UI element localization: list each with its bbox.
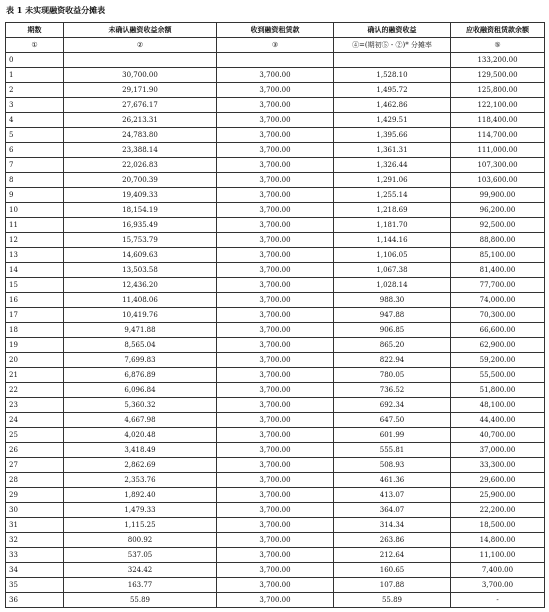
table-row <box>6 293 545 308</box>
receivable-balance-cell: 92,500.00 <box>451 218 545 233</box>
period-cell: 5 <box>6 128 64 143</box>
receivable-balance-cell: 44,400.00 <box>451 413 545 428</box>
recognized-income-cell: 601.99 <box>334 428 451 443</box>
unrecognized-income-balance-cell: 2,862.69 <box>64 458 217 473</box>
unrecognized-income-balance-cell: 4,020.48 <box>64 428 217 443</box>
receivable-balance-cell: 125,800.00 <box>451 83 545 98</box>
lease-payment-cell: 3,700.00 <box>217 68 334 83</box>
table-row <box>6 278 545 293</box>
formula-cell-2: ② <box>64 38 217 53</box>
table-row <box>6 518 545 533</box>
recognized-income-cell: 1,181.70 <box>334 218 451 233</box>
unrecognized-income-balance-cell <box>64 53 217 68</box>
recognized-income-cell: 1,255.14 <box>334 188 451 203</box>
table-row <box>6 323 545 338</box>
unrecognized-income-balance-cell: 800.92 <box>64 533 217 548</box>
receivable-balance-cell: 55,500.00 <box>451 368 545 383</box>
table-row <box>6 353 545 368</box>
unrecognized-income-balance-cell: 30,700.00 <box>64 68 217 83</box>
recognized-income-cell: 1,462.86 <box>334 98 451 113</box>
recognized-income-cell: 865.20 <box>334 338 451 353</box>
recognized-income-cell: 461.36 <box>334 473 451 488</box>
unrecognized-income-balance-cell: 20,700.39 <box>64 173 217 188</box>
lease-payment-cell: 3,700.00 <box>217 398 334 413</box>
formula-cell-3: ③ <box>217 38 334 53</box>
period-cell: 25 <box>6 428 64 443</box>
period-cell: 1 <box>6 68 64 83</box>
table-row <box>6 428 545 443</box>
unrecognized-income-balance-cell: 1,115.25 <box>64 518 217 533</box>
table-row <box>6 443 545 458</box>
recognized-income-cell: 1,067.38 <box>334 263 451 278</box>
receivable-balance-cell: 59,200.00 <box>451 353 545 368</box>
lease-payment-cell: 3,700.00 <box>217 383 334 398</box>
receivable-balance-cell: 70,300.00 <box>451 308 545 323</box>
unrecognized-income-balance-cell: 8,565.04 <box>64 338 217 353</box>
recognized-income-cell: 947.88 <box>334 308 451 323</box>
table-caption: 表 1 未实现融资收益分摊表 <box>6 5 106 15</box>
table-row <box>6 473 545 488</box>
lease-payment-cell: 3,700.00 <box>217 518 334 533</box>
unrecognized-income-balance-cell: 11,408.06 <box>64 293 217 308</box>
period-cell: 3 <box>6 98 64 113</box>
period-cell: 32 <box>6 533 64 548</box>
recognized-income-cell: 1,395.66 <box>334 128 451 143</box>
period-cell: 13 <box>6 248 64 263</box>
table-row <box>6 53 545 68</box>
lease-payment-cell <box>217 53 334 68</box>
lease-payment-cell: 3,700.00 <box>217 353 334 368</box>
unrecognized-income-balance-cell: 29,171.90 <box>64 83 217 98</box>
recognized-income-cell: 1,495.72 <box>334 83 451 98</box>
table-row <box>6 593 545 608</box>
receivable-balance-cell: 103,600.00 <box>451 173 545 188</box>
recognized-income-cell: 1,429.51 <box>334 113 451 128</box>
receivable-balance-cell: 37,000.00 <box>451 443 545 458</box>
table-row <box>6 143 545 158</box>
receivable-balance-cell: 14,800.00 <box>451 533 545 548</box>
unrecognized-income-balance-cell: 22,026.83 <box>64 158 217 173</box>
table-row <box>6 248 545 263</box>
unrecognized-income-balance-cell: 14,609.63 <box>64 248 217 263</box>
unrecognized-income-balance-cell: 4,667.98 <box>64 413 217 428</box>
recognized-income-cell: 780.05 <box>334 368 451 383</box>
table-row <box>6 503 545 518</box>
formula-cell-5: ⑤ <box>451 38 545 53</box>
recognized-income-cell: 107.88 <box>334 578 451 593</box>
header-receivable-balance: 应收融资租赁款余额 <box>451 23 545 38</box>
recognized-income-cell: 1,361.31 <box>334 143 451 158</box>
receivable-balance-cell: 48,100.00 <box>451 398 545 413</box>
lease-payment-cell: 3,700.00 <box>217 278 334 293</box>
unrecognized-income-balance-cell: 3,418.49 <box>64 443 217 458</box>
receivable-balance-cell: 81,400.00 <box>451 263 545 278</box>
table-row <box>6 368 545 383</box>
recognized-income-cell: 988.30 <box>334 293 451 308</box>
table-row <box>6 578 545 593</box>
period-cell: 30 <box>6 503 64 518</box>
period-cell: 2 <box>6 83 64 98</box>
receivable-balance-cell: 88,800.00 <box>451 233 545 248</box>
table-row <box>6 548 545 563</box>
unrecognized-income-balance-cell: 18,154.19 <box>64 203 217 218</box>
recognized-income-cell: 822.94 <box>334 353 451 368</box>
recognized-income-cell: 555.81 <box>334 443 451 458</box>
recognized-income-cell: 1,528.10 <box>334 68 451 83</box>
unrecognized-income-balance-cell: 7,699.83 <box>64 353 217 368</box>
receivable-balance-cell: 22,200.00 <box>451 503 545 518</box>
period-cell: 22 <box>6 383 64 398</box>
unrecognized-income-balance-cell: 9,471.88 <box>64 323 217 338</box>
lease-payment-cell: 3,700.00 <box>217 158 334 173</box>
unrecognized-income-balance-cell: 55.89 <box>64 593 217 608</box>
recognized-income-cell: 55.89 <box>334 593 451 608</box>
unrecognized-income-balance-cell: 13,503.58 <box>64 263 217 278</box>
lease-payment-cell: 3,700.00 <box>217 368 334 383</box>
lease-payment-cell: 3,700.00 <box>217 233 334 248</box>
recognized-income-cell: 1,144.16 <box>334 233 451 248</box>
table-row <box>6 128 545 143</box>
recognized-income-cell: 692.34 <box>334 398 451 413</box>
period-cell: 10 <box>6 203 64 218</box>
period-cell: 31 <box>6 518 64 533</box>
receivable-balance-cell: 96,200.00 <box>451 203 545 218</box>
receivable-balance-cell: 3,700.00 <box>451 578 545 593</box>
lease-payment-cell: 3,700.00 <box>217 548 334 563</box>
receivable-balance-cell: 77,700.00 <box>451 278 545 293</box>
lease-payment-cell: 3,700.00 <box>217 473 334 488</box>
period-cell: 29 <box>6 488 64 503</box>
unrecognized-income-balance-cell: 15,753.79 <box>64 233 217 248</box>
table-row <box>6 488 545 503</box>
period-cell: 34 <box>6 563 64 578</box>
receivable-balance-cell: 107,300.00 <box>451 158 545 173</box>
table-row <box>6 158 545 173</box>
receivable-balance-cell: 25,900.00 <box>451 488 545 503</box>
period-cell: 7 <box>6 158 64 173</box>
lease-payment-cell: 3,700.00 <box>217 113 334 128</box>
unrecognized-income-balance-cell: 24,783.80 <box>64 128 217 143</box>
unrecognized-income-balance-cell: 1,479.33 <box>64 503 217 518</box>
recognized-income-cell: 1,218.69 <box>334 203 451 218</box>
receivable-balance-cell: 11,100.00 <box>451 548 545 563</box>
period-cell: 14 <box>6 263 64 278</box>
receivable-balance-cell: 74,000.00 <box>451 293 545 308</box>
table-row <box>6 173 545 188</box>
period-cell: 26 <box>6 443 64 458</box>
unrecognized-income-balance-cell: 27,676.17 <box>64 98 217 113</box>
unrecognized-income-balance-cell: 324.42 <box>64 563 217 578</box>
formula-cell-4: ④=(期初⑤ - ②)* 分摊率 <box>334 38 451 53</box>
receivable-balance-cell: 114,700.00 <box>451 128 545 143</box>
unrecognized-income-balance-cell: 23,388.14 <box>64 143 217 158</box>
unrecognized-income-balance-cell: 26,213.31 <box>64 113 217 128</box>
lease-payment-cell: 3,700.00 <box>217 458 334 473</box>
lease-payment-cell: 3,700.00 <box>217 248 334 263</box>
table-row <box>6 383 545 398</box>
table-row <box>6 413 545 428</box>
receivable-balance-cell: 133,200.00 <box>451 53 545 68</box>
lease-payment-cell: 3,700.00 <box>217 173 334 188</box>
unrecognized-income-balance-cell: 1,892.40 <box>64 488 217 503</box>
receivable-balance-cell: 33,300.00 <box>451 458 545 473</box>
lease-payment-cell: 3,700.00 <box>217 593 334 608</box>
receivable-balance-cell: 29,600.00 <box>451 473 545 488</box>
period-cell: 16 <box>6 293 64 308</box>
lease-payment-cell: 3,700.00 <box>217 98 334 113</box>
header-recognized-income: 确认的融资收益 <box>334 23 451 38</box>
lease-payment-cell: 3,700.00 <box>217 323 334 338</box>
lease-payment-cell: 3,700.00 <box>217 143 334 158</box>
recognized-income-cell: 736.52 <box>334 383 451 398</box>
receivable-balance-cell: 122,100.00 <box>451 98 545 113</box>
table-row <box>6 398 545 413</box>
period-cell: 35 <box>6 578 64 593</box>
lease-payment-cell: 3,700.00 <box>217 203 334 218</box>
lease-payment-cell: 3,700.00 <box>217 263 334 278</box>
period-cell: 9 <box>6 188 64 203</box>
table-row <box>6 458 545 473</box>
lease-payment-cell: 3,700.00 <box>217 308 334 323</box>
period-cell: 12 <box>6 233 64 248</box>
table-row <box>6 233 545 248</box>
unrecognized-income-balance-cell: 6,096.84 <box>64 383 217 398</box>
receivable-balance-cell: 85,100.00 <box>451 248 545 263</box>
header-period: 期数 <box>6 23 64 38</box>
recognized-income-cell <box>334 53 451 68</box>
header-unrecognized-income-balance: 未确认融资收益余额 <box>64 23 217 38</box>
recognized-income-cell: 508.93 <box>334 458 451 473</box>
unrecognized-income-balance-cell: 163.77 <box>64 578 217 593</box>
table-row <box>6 308 545 323</box>
table-row <box>6 113 545 128</box>
lease-payment-cell: 3,700.00 <box>217 443 334 458</box>
receivable-balance-cell: 62,900.00 <box>451 338 545 353</box>
period-cell: 18 <box>6 323 64 338</box>
table-row <box>6 563 545 578</box>
recognized-income-cell: 906.85 <box>334 323 451 338</box>
period-cell: 4 <box>6 113 64 128</box>
unrecognized-income-balance-cell: 6,876.89 <box>64 368 217 383</box>
recognized-income-cell: 1,291.06 <box>334 173 451 188</box>
header-row <box>6 23 545 38</box>
unrecognized-income-balance-cell: 12,436.20 <box>64 278 217 293</box>
table-row <box>6 203 545 218</box>
receivable-balance-cell: 18,500.00 <box>451 518 545 533</box>
period-cell: 23 <box>6 398 64 413</box>
lease-payment-cell: 3,700.00 <box>217 188 334 203</box>
receivable-balance-cell: 111,000.00 <box>451 143 545 158</box>
table-row <box>6 338 545 353</box>
recognized-income-cell: 212.64 <box>334 548 451 563</box>
table-row <box>6 188 545 203</box>
receivable-balance-cell: 118,400.00 <box>451 113 545 128</box>
period-cell: 0 <box>6 53 64 68</box>
recognized-income-cell: 314.34 <box>334 518 451 533</box>
lease-payment-cell: 3,700.00 <box>217 413 334 428</box>
period-cell: 19 <box>6 338 64 353</box>
period-cell: 36 <box>6 593 64 608</box>
period-cell: 6 <box>6 143 64 158</box>
period-cell: 28 <box>6 473 64 488</box>
lease-payment-cell: 3,700.00 <box>217 293 334 308</box>
lease-payment-cell: 3,700.00 <box>217 503 334 518</box>
table-row <box>6 263 545 278</box>
period-cell: 20 <box>6 353 64 368</box>
lease-payment-cell: 3,700.00 <box>217 563 334 578</box>
period-cell: 21 <box>6 368 64 383</box>
lease-payment-cell: 3,700.00 <box>217 83 334 98</box>
unrecognized-income-balance-cell: 537.05 <box>64 548 217 563</box>
table-header <box>6 23 545 53</box>
unrecognized-income-balance-cell: 19,409.33 <box>64 188 217 203</box>
unrecognized-income-balance-cell: 5,360.32 <box>64 398 217 413</box>
recognized-income-cell: 1,028.14 <box>334 278 451 293</box>
header-lease-payment-received: 收到融资租赁款 <box>217 23 334 38</box>
recognized-income-cell: 413.07 <box>334 488 451 503</box>
table-row <box>6 98 545 113</box>
recognized-income-cell: 263.86 <box>334 533 451 548</box>
formula-cell-1: ① <box>6 38 64 53</box>
receivable-balance-cell: 40,700.00 <box>451 428 545 443</box>
lease-payment-cell: 3,700.00 <box>217 218 334 233</box>
recognized-income-cell: 647.50 <box>334 413 451 428</box>
recognized-income-cell: 1,106.05 <box>334 248 451 263</box>
unrecognized-income-balance-cell: 16,935.49 <box>64 218 217 233</box>
receivable-balance-cell: 7,400.00 <box>451 563 545 578</box>
table-row <box>6 83 545 98</box>
formula-row <box>6 38 545 53</box>
lease-payment-cell: 3,700.00 <box>217 488 334 503</box>
unrecognized-income-balance-cell: 10,419.76 <box>64 308 217 323</box>
lease-payment-cell: 3,700.00 <box>217 428 334 443</box>
receivable-balance-cell: 129,500.00 <box>451 68 545 83</box>
lease-payment-cell: 3,700.00 <box>217 128 334 143</box>
receivable-balance-cell: - <box>451 593 545 608</box>
period-cell: 17 <box>6 308 64 323</box>
period-cell: 11 <box>6 218 64 233</box>
period-cell: 8 <box>6 173 64 188</box>
recognized-income-cell: 1,326.44 <box>334 158 451 173</box>
lease-payment-cell: 3,700.00 <box>217 578 334 593</box>
recognized-income-cell: 160.65 <box>334 563 451 578</box>
recognized-income-cell: 364.07 <box>334 503 451 518</box>
amortization-table <box>5 22 545 608</box>
table-row <box>6 533 545 548</box>
period-cell: 27 <box>6 458 64 473</box>
period-cell: 24 <box>6 413 64 428</box>
receivable-balance-cell: 99,900.00 <box>451 188 545 203</box>
unrecognized-income-balance-cell: 2,353.76 <box>64 473 217 488</box>
table-row <box>6 218 545 233</box>
period-cell: 15 <box>6 278 64 293</box>
receivable-balance-cell: 66,600.00 <box>451 323 545 338</box>
table-body <box>6 53 545 608</box>
lease-payment-cell: 3,700.00 <box>217 338 334 353</box>
period-cell: 33 <box>6 548 64 563</box>
lease-payment-cell: 3,700.00 <box>217 533 334 548</box>
receivable-balance-cell: 51,800.00 <box>451 383 545 398</box>
table-row <box>6 68 545 83</box>
